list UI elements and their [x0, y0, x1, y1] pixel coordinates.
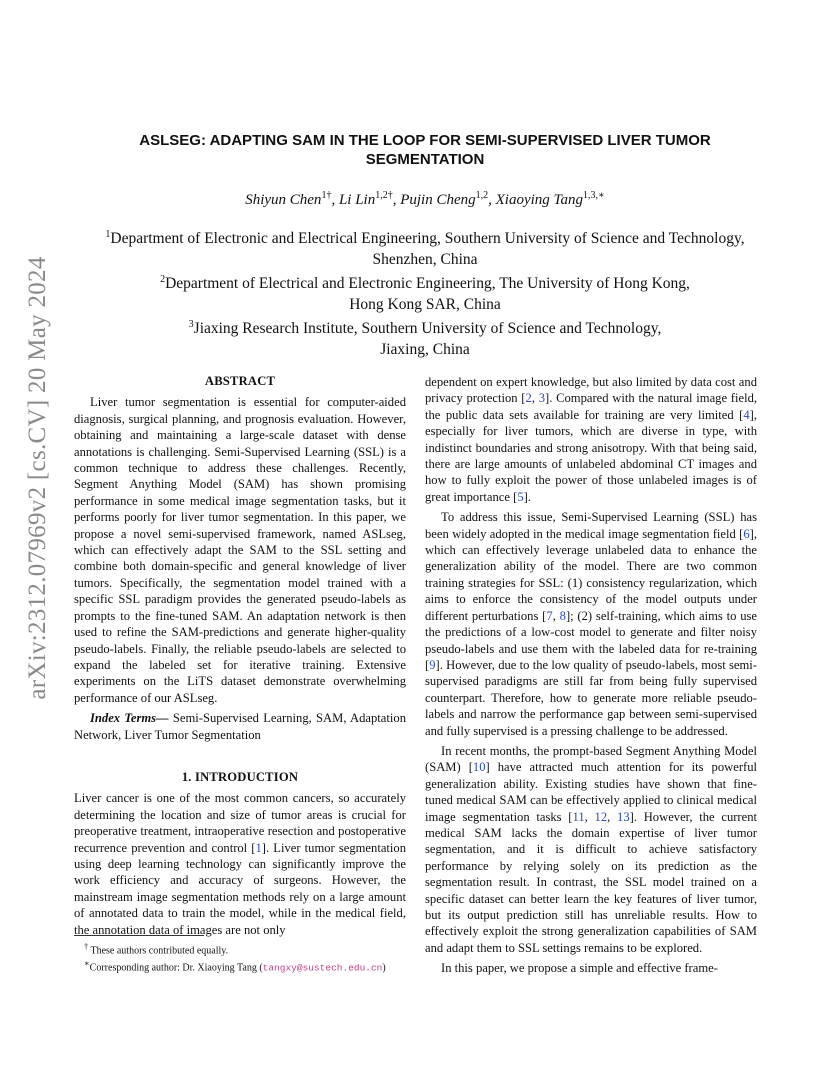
author-list	[70, 186, 780, 210]
index-terms-label: Index Terms—	[90, 711, 169, 726]
intro-paragraph-1	[74, 790, 406, 938]
index-terms	[74, 710, 406, 743]
affiliation-1-location: Shenzhen, China	[372, 250, 478, 268]
paragraph-text: ]. However, the current medical SAM lacks the domain expertise of liver tumor segmentation, and it is difficult to achieve satisfactory performance by relying solely on its prediction as the segmentation result. In contrast, the SSL model trained on a specific dataset can better learn the key features of liver tumor, but its output prediction still has unreliable results. How to effectively exploit the strong generalization capabilities of SAM and adapt them to SSL settings remains to be explored.	[425, 809, 758, 955]
paragraph-text: ]. Liver tumor segmentation using deep learning technology can significantly improve the work efficiency and accuracy of surgeons. However, the mainstream image segmentation methods rely on a large amount of annotated data to train the model, while in the medical field, the annotation data of images are not only	[74, 840, 406, 937]
paragraph-text: ], which can effectively leverage unlabeled data to enhance the generalization ability of the model. There are two common training strategies for SSL: (1) consistency regularization, which aims to enforce the consistency of the model outputs under different perturbations [	[425, 526, 757, 623]
author-4: Xiaoying Tang$^{1,3,∗}$	[495, 190, 605, 208]
citation-link[interactable]: 5	[517, 489, 524, 504]
intro-paragraph-4	[425, 960, 757, 976]
paper-title-line-2: SEGMENTATION	[365, 151, 485, 168]
corresponding-email-link[interactable]: tangxy@sustech.edu.cn	[262, 962, 383, 974]
paragraph-text: In this paper, we propose a simple and effective frame-	[441, 961, 718, 976]
citation-link[interactable]: 10	[472, 760, 486, 775]
paragraph-text: ]; (2) self-training, which aims to use the predictions of a low-cost model to generate and filter noisy pseudo-labels and use them with the labeled data for re-training [	[425, 608, 757, 672]
left-column	[74, 373, 406, 938]
affiliation-2-location: Hong Kong SAR, China	[349, 295, 501, 313]
paragraph-text: Liver cancer is one of the most common cancers, so accurately determining the location and size of tumor areas is crucial for preoperative treatment, intraoperative resection and postoperative recurrence prevention and control [	[74, 791, 406, 855]
paragraph-text: ,	[584, 809, 595, 824]
paragraph-text: ,	[607, 809, 618, 824]
paper-title	[90, 131, 760, 169]
arxiv-identifier-text: arXiv:2312.07969v2 [cs.CV] 20 May 2024	[24, 255, 51, 700]
affiliation-1: $^1$Department of Electronic and Electrical Engineering, Southern University of Science and Technology,	[105, 229, 745, 248]
intro-paragraph-1-continued	[425, 374, 757, 505]
author-3: Pujin Cheng$^{1,2}$,	[400, 190, 496, 208]
citation-link[interactable]: 11	[572, 809, 585, 824]
paragraph-text: ].	[523, 489, 531, 504]
introduction-heading: 1. INTRODUCTION	[181, 769, 299, 784]
citation-link[interactable]: 8	[559, 608, 566, 623]
paper-title-line-1: ASLSEG: ADAPTING SAM IN THE LOOP FOR SEMI-SUPERVISED LIVER TUMOR	[139, 132, 711, 149]
author-1: Shiyun Chen$^{1\dagger}$,	[245, 190, 339, 208]
paragraph-text: dependent on expert knowledge, but also limited by data cost and privacy protection [	[425, 375, 757, 406]
paragraph-text: ] have attracted much attention for its powerful generalization ability. Existing studies have shown that fine-tuned medical SAM can be effectively applied to clinical medical image segmentation tasks [	[425, 760, 757, 824]
paragraph-text: ]. However, due to the low quality of pseudo-labels, most semi-supervised paradigms are still far from being fully supervised counterpart. Therefore, how to generate more reliable pseudo-labels and narrow the performance gap between semi-supervised and fully supervised is a pressing challenge to be addressed.	[425, 657, 757, 738]
author-2: Li Lin$^{1,2\dagger}$,	[338, 190, 401, 208]
citation-link[interactable]: 1	[255, 840, 262, 855]
arxiv-identifier-stamp	[22, 250, 54, 705]
right-column	[425, 374, 757, 977]
abstract-body: Liver tumor segmentation is essential for computer-aided diagnosis, surgical planning, and prognosis evaluation. However, obtaining and maintaining a large-scale dataset with dense annotations is challenging. Semi-Supervised Learning (SSL) is a common technique to address these challenges. Recently, Segment Anything Model (SAM) has shown promising performance in some medical image segmentation tasks, but it performs poorly for liver tumor segmentation. In this paper, we propose a novel semi-supervised framework, named ASLseg, which can effectively adapt the SAM to the SSL setting and combine both domain-specific and general knowledge of liver tumors. Specifically, the segmentation model trained with a specific SSL paradigm provides the generated pseudo-labels as prompts to the fine-tuned SAM. An adaptation network is then used to refine the SAM-predictions and generate higher-quality pseudo-labels. Finally, the reliable pseudo-labels are selected to expand the labeled set for iterative training. Extensive experiments on the LiTS dataset demonstrate overwhelming performance of our ASLseg.	[74, 395, 406, 705]
paragraph-text: ], especially for liver tumors, which are diverse in type, with indistinct boundaries and strong anisotropy. With that being said, there are large amounts of unlabeled abdominal CT images and how to fully exploit the power of those unlabeled images is of great importance [	[425, 407, 757, 504]
abstract-heading: ABSTRACT	[204, 374, 276, 388]
intro-paragraph-3	[425, 743, 757, 956]
footnote-rule	[74, 935, 204, 936]
citation-link[interactable]: 2	[525, 391, 532, 406]
affiliation-list	[60, 225, 790, 360]
citation-link[interactable]: 6	[743, 526, 750, 541]
affiliation-2: $^2$Department of Electrical and Electronic Engineering, The University of Hong Kong,	[160, 274, 690, 293]
affiliation-3: $^3$Jiaxing Research Institute, Southern University of Science and Technology,	[188, 319, 662, 338]
citation-link[interactable]: 7	[546, 608, 553, 623]
citation-link[interactable]: 13	[617, 809, 630, 824]
citation-link[interactable]: 3	[538, 391, 546, 406]
paragraph-text: ]. Compared with the natural image field, the public data sets available for training are very limited [	[425, 391, 758, 422]
citation-link[interactable]: 12	[594, 809, 608, 824]
index-terms-text: Semi-Supervised Learning, SAM, Adaptation Network, Liver Tumor Segmentation	[74, 711, 406, 742]
paragraph-text: In recent months, the prompt-based Segment Anything Model (SAM) [	[425, 743, 757, 775]
paragraph-text: ,	[531, 391, 539, 406]
paragraph-text: To address this issue, Semi-Supervised Learning (SSL) has been widely adopted in the medical image segmentation field [	[425, 510, 757, 541]
footnote-equal-contribution: † These authors contributed equally.	[84, 942, 229, 957]
intro-paragraph-2	[425, 509, 757, 739]
footnotes	[74, 935, 406, 975]
citation-link[interactable]: 9	[429, 657, 436, 672]
paragraph-text: ,	[552, 608, 560, 623]
affiliation-3-location: Jiaxing, China	[380, 340, 470, 358]
citation-link[interactable]: 4	[743, 407, 750, 422]
footnote-corresponding-author: ∗Corresponding author: Dr. Xiaoying Tang (tangxy@sustech.edu.cn)	[84, 959, 386, 974]
